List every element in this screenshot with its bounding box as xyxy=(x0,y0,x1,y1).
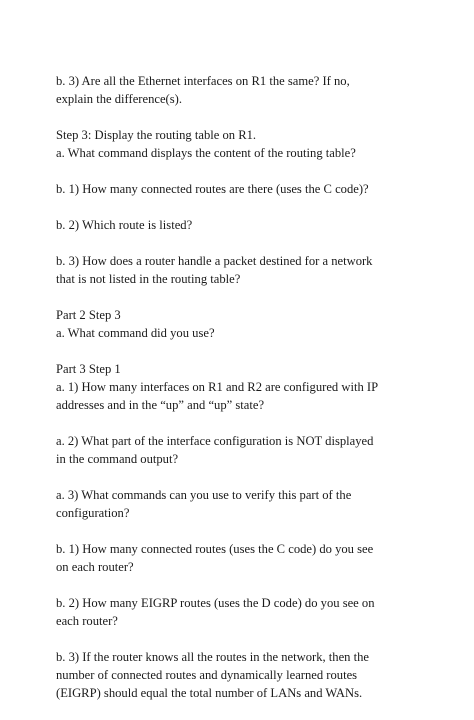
text-line: a. 3) What commands can you use to verify this part of the xyxy=(56,488,352,502)
paragraph-route-listed xyxy=(56,216,426,234)
text-line: a. What command displays the content of the routing table? xyxy=(56,146,356,160)
paragraph-ethernet-interfaces xyxy=(56,72,426,108)
text-line: that is not listed in the routing table? xyxy=(56,272,241,286)
text-line: in the command output? xyxy=(56,452,179,466)
paragraph-step3-routing-table xyxy=(56,126,426,162)
text-line: Part 3 Step 1 xyxy=(56,362,121,376)
paragraph-verify-commands xyxy=(56,486,426,522)
text-line: b. 2) How many EIGRP routes (uses the D code) do you see on xyxy=(56,596,375,610)
text-line: explain the difference(s). xyxy=(56,92,182,106)
text-line: b. 1) How many connected routes (uses the C code) do you see xyxy=(56,542,374,556)
text-line: each router? xyxy=(56,614,118,628)
paragraph-interface-config xyxy=(56,432,426,468)
paragraph-part2-step3 xyxy=(56,306,426,342)
text-line: b. 3) If the router knows all the routes in the network, then the xyxy=(56,650,370,664)
paragraph-connected-routes xyxy=(56,180,426,198)
paragraph-total-routes xyxy=(56,648,426,702)
text-line: b. 3) How does a router handle a packet destined for a network xyxy=(56,254,373,268)
paragraph-connected-routes-each-router xyxy=(56,540,426,576)
text-line: a. 2) What part of the interface configuration is NOT displayed xyxy=(56,434,374,448)
text-line: number of connected routes and dynamically learned routes xyxy=(56,668,358,682)
text-line: a. What command did you use? xyxy=(56,326,215,340)
paragraph-eigrp-routes xyxy=(56,594,426,630)
text-line: b. 3) Are all the Ethernet interfaces on R1 the same? If no, xyxy=(56,74,350,88)
text-line: Step 3: Display the routing table on R1. xyxy=(56,128,257,142)
text-line: on each router? xyxy=(56,560,134,574)
text-line: b. 2) Which route is listed? xyxy=(56,218,193,232)
text-line: Part 2 Step 3 xyxy=(56,308,121,322)
text-line: a. 1) How many interfaces on R1 and R2 are configured with IP xyxy=(56,380,379,394)
paragraph-packet-handling xyxy=(56,252,426,288)
text-line: (EIGRP) should equal the total number of LANs and WANs. xyxy=(56,686,363,700)
text-line: configuration? xyxy=(56,506,130,520)
text-line: addresses and in the “up” and “up” state? xyxy=(56,398,265,412)
paragraph-part3-step1 xyxy=(56,360,426,414)
document-page xyxy=(56,72,426,720)
text-line: b. 1) How many connected routes are there (uses the C code)? xyxy=(56,182,369,196)
